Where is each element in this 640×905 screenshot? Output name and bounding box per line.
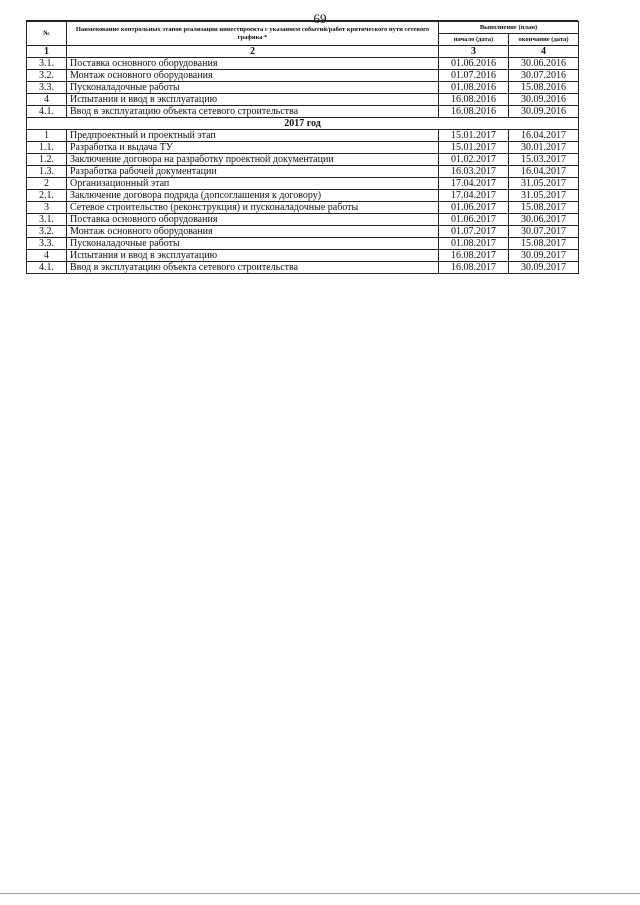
row-number: 4: [27, 250, 67, 262]
row-number: 3.3.: [27, 82, 67, 94]
year-label: 2017 год: [27, 118, 579, 130]
row-end-date: 15.03.2017: [509, 154, 579, 166]
row-stage-name: Сетевое строительство (реконструкция) и пусконаладочные работы: [67, 202, 439, 214]
row-number: 3: [27, 202, 67, 214]
row-start-date: 01.07.2017: [439, 226, 509, 238]
row-stage-name: Поставка основного оборудования: [67, 214, 439, 226]
table-row: [27, 190, 579, 202]
row-end-date: 15.08.2017: [509, 202, 579, 214]
row-start-date: 16.08.2016: [439, 106, 509, 118]
table-row: [27, 262, 579, 274]
row-end-date: 30.09.2016: [509, 106, 579, 118]
row-end-date: 30.09.2017: [509, 250, 579, 262]
header-start: начало (дата): [439, 34, 509, 46]
table-row: [27, 94, 579, 106]
row-start-date: 15.01.2017: [439, 142, 509, 154]
header-name: Наименование контрольных этапов реализации инвестпроекта с указанием событий/работ критического пути сетевого графика *: [67, 22, 439, 46]
header-row: [27, 22, 579, 34]
row-number: 4: [27, 94, 67, 106]
row-start-date: 01.08.2016: [439, 82, 509, 94]
row-number: 3.3.: [27, 238, 67, 250]
table-row: [27, 214, 579, 226]
rows-2016: [27, 58, 579, 118]
table-row: [27, 202, 579, 214]
row-end-date: 30.01.2017: [509, 142, 579, 154]
row-stage-name: Предпроектный и проектный этап: [67, 130, 439, 142]
row-stage-name: Организационный этап: [67, 178, 439, 190]
row-end-date: 30.07.2017: [509, 226, 579, 238]
row-number: 2: [27, 178, 67, 190]
table-row: [27, 226, 579, 238]
row-start-date: 01.07.2016: [439, 70, 509, 82]
rows-2017: [27, 130, 579, 274]
column-number: 2: [67, 46, 439, 58]
row-end-date: 15.08.2017: [509, 238, 579, 250]
row-stage-name: Ввод в эксплуатацию объекта сетевого строительства: [67, 106, 439, 118]
row-end-date: 15.08.2016: [509, 82, 579, 94]
row-start-date: 16.03.2017: [439, 166, 509, 178]
column-number-row: [27, 46, 579, 58]
row-end-date: 30.09.2016: [509, 94, 579, 106]
table-row: [27, 154, 579, 166]
table-row: [27, 130, 579, 142]
row-stage-name: Разработка рабочей документации: [67, 166, 439, 178]
row-number: 4.1.: [27, 262, 67, 274]
row-end-date: 31.05.2017: [509, 178, 579, 190]
table-row: [27, 250, 579, 262]
header-plan: Выполнение (план): [439, 22, 579, 34]
page-number: 69: [313, 11, 327, 26]
row-number: 3.2.: [27, 70, 67, 82]
row-start-date: 01.08.2017: [439, 238, 509, 250]
row-start-date: 15.01.2017: [439, 130, 509, 142]
row-stage-name: Заключение договора на разработку проектной документации: [67, 154, 439, 166]
row-number: 3.2.: [27, 226, 67, 238]
row-stage-name: Поставка основного оборудования: [67, 58, 439, 70]
header-end: окончание (дата): [509, 34, 579, 46]
header-num: №: [27, 22, 67, 46]
row-stage-name: Пусконаладочные работы: [67, 238, 439, 250]
year-row: [27, 118, 579, 130]
bottom-rule: [0, 893, 640, 894]
row-start-date: 01.02.2017: [439, 154, 509, 166]
row-start-date: 16.08.2017: [439, 250, 509, 262]
table-row: [27, 238, 579, 250]
row-start-date: 16.08.2017: [439, 262, 509, 274]
row-start-date: 01.06.2017: [439, 202, 509, 214]
row-stage-name: Монтаж основного оборудования: [67, 226, 439, 238]
table-row: [27, 82, 579, 94]
row-number: 1.1.: [27, 142, 67, 154]
table-row: [27, 106, 579, 118]
table-row: [27, 142, 579, 154]
row-end-date: 30.06.2016: [509, 58, 579, 70]
row-stage-name: Испытания и ввод в эксплуатацию: [67, 94, 439, 106]
row-end-date: 30.07.2016: [509, 70, 579, 82]
column-number: 3: [439, 46, 509, 58]
row-end-date: 16.04.2017: [509, 166, 579, 178]
row-number: 1.2.: [27, 154, 67, 166]
schedule-table: [26, 21, 579, 274]
row-number: 3.1.: [27, 58, 67, 70]
row-start-date: 17.04.2017: [439, 178, 509, 190]
row-start-date: 16.08.2016: [439, 94, 509, 106]
row-stage-name: Пусконаладочные работы: [67, 82, 439, 94]
row-stage-name: Монтаж основного оборудования: [67, 70, 439, 82]
row-number: 1.3.: [27, 166, 67, 178]
row-number: 4.1.: [27, 106, 67, 118]
row-stage-name: Разработка и выдача ТУ: [67, 142, 439, 154]
table-row: [27, 178, 579, 190]
row-number: 3.1.: [27, 214, 67, 226]
row-end-date: 16.04.2017: [509, 130, 579, 142]
row-start-date: 01.06.2017: [439, 214, 509, 226]
row-number: 2.1.: [27, 190, 67, 202]
row-end-date: 30.06.2017: [509, 214, 579, 226]
row-end-date: 31.05.2017: [509, 190, 579, 202]
row-start-date: 01.06.2016: [439, 58, 509, 70]
column-number: 4: [509, 46, 579, 58]
row-stage-name: Заключение договора подряда (допсоглашения к договору): [67, 190, 439, 202]
table-row: [27, 70, 579, 82]
table-row: [27, 58, 579, 70]
row-end-date: 30.09.2017: [509, 262, 579, 274]
row-start-date: 17.04.2017: [439, 190, 509, 202]
column-number: 1: [27, 46, 67, 58]
table-row: [27, 166, 579, 178]
row-stage-name: Ввод в эксплуатацию объекта сетевого строительства: [67, 262, 439, 274]
row-stage-name: Испытания и ввод в эксплуатацию: [67, 250, 439, 262]
row-number: 1: [27, 130, 67, 142]
